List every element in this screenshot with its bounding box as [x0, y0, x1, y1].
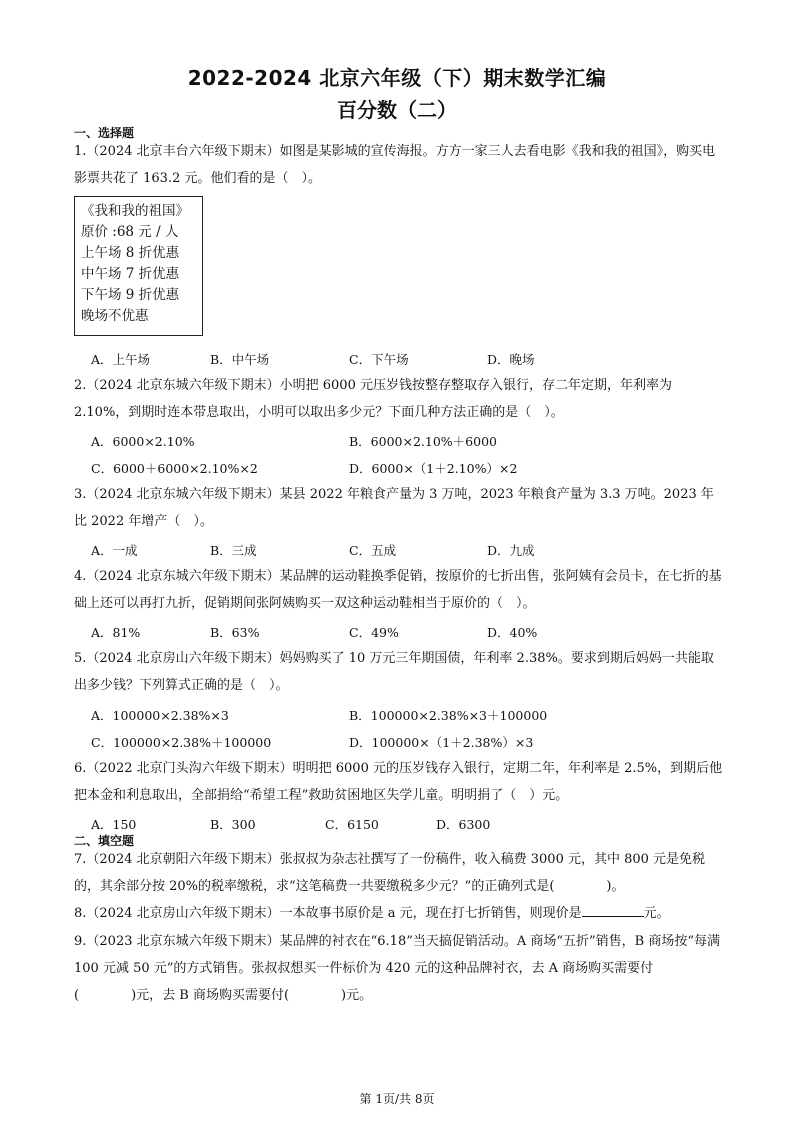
question-9-text: 9.（2023 北京东城六年级下期末）某品牌的衬衣在“6.18”当天搞促销活动。A 商场“五折”销售，B 商场按“每满 100 元减 50 元”的方式销售。张叔叔想买一件标价为 420 元的这种品牌衬衣，去 A 商场购买需要付 — [74, 934, 721, 976]
option-d[interactable]: D．40% — [487, 625, 538, 640]
option-a[interactable]: A．上午场 — [91, 352, 151, 367]
movie-poster-box — [74, 196, 203, 336]
option-c[interactable]: C．6150 — [325, 817, 379, 832]
poster-line: 上午场 8 折优惠 — [81, 245, 180, 261]
section-choice-heading: 一、选择题 — [74, 126, 135, 140]
poster-line: 《我和我的祖国》 — [81, 203, 189, 219]
page-title: 2022-2024 北京六年级（下）期末数学汇编 — [187, 66, 607, 90]
poster-line: 下午场 9 折优惠 — [81, 287, 180, 303]
question-8-text: 8.（2024 北京房山六年级下期末）一本故事书原价是 a 元，现在打七折销售，则现价是 — [74, 906, 582, 921]
option-b[interactable]: B．6000×2.10%＋6000 — [349, 434, 497, 449]
question-8-end: 元。 — [643, 906, 670, 921]
option-a[interactable]: A．6000×2.10% — [91, 434, 195, 449]
option-c[interactable]: C．49% — [349, 625, 399, 640]
option-a[interactable]: A．150 — [91, 817, 137, 832]
option-d[interactable]: D．晚场 — [487, 352, 535, 367]
option-a[interactable]: A．一成 — [91, 543, 138, 558]
question-7-text: 7.（2024 北京朝阳六年级下期末）张叔叔为杂志社撰写了一份稿件，收入稿费 3000 元，其中 800 元是免税的，其余部分按 20%的税率缴税，求“这笔稿费一共要缴税多少元？”的正确列式是( — [74, 852, 706, 894]
option-d[interactable]: D．九成 — [487, 543, 535, 558]
question-4: 4.（2024 北京东城六年级下期末）某品牌的运动鞋换季促销，按原价的七折出售，张阿姨有会员卡，在七折的基础上还可以再打九折，促销期间张阿姨购买一双这种运动鞋相当于原价的（ ）。 — [74, 569, 722, 611]
question-9-part2: ( — [74, 988, 80, 1003]
question-1: 1.（2024 北京丰台六年级下期末）如图是某影城的宣传海报。方方一家三人去看电影《我和我的祖国》，购买电影票共花了 163.2 元。他们看的是（ ）。 — [74, 144, 716, 186]
option-c[interactable]: C．6000＋6000×2.10%×2 — [91, 461, 258, 476]
question-3: 3.（2024 北京东城六年级下期末）某县 2022 年粮食产量为 3 万吨，2023 年粮食产量为 3.3 万吨。2023 年比 2022 年增产（ ）。 — [74, 487, 714, 529]
option-a[interactable]: A．100000×2.38%×3 — [91, 708, 229, 723]
option-a[interactable]: A．81% — [91, 625, 141, 640]
answer-blank[interactable] — [582, 904, 644, 917]
page-subtitle: 百分数（二） — [337, 98, 457, 122]
question-9-end: )元。 — [341, 988, 373, 1003]
option-b[interactable]: B．300 — [210, 817, 256, 832]
poster-line: 原价 :68 元 / 人 — [81, 224, 179, 240]
option-d[interactable]: D．100000×（1＋2.38%）×3 — [349, 735, 534, 750]
section-fill-heading: 二、填空题 — [74, 834, 135, 848]
question-7-end: )。 — [606, 879, 625, 894]
question-9-part3: )元，去 B 商场购买需要付( — [131, 988, 290, 1003]
poster-line: 晚场不优惠 — [81, 308, 149, 324]
option-b[interactable]: B．100000×2.38%×3＋100000 — [349, 708, 548, 723]
option-b[interactable]: B．63% — [210, 625, 260, 640]
question-6: 6.（2022 北京门头沟六年级下期末）明明把 6000 元的压岁钱存入银行，定期二年，年利率是 2.5%，到期后他把本金和利息取出，全部捐给“希望工程”救助贫困地区失学儿童。明明捐了（ ）元。 — [74, 761, 723, 803]
option-b[interactable]: B．中午场 — [210, 352, 270, 367]
option-d[interactable]: D．6000×（1＋2.10%）×2 — [349, 461, 518, 476]
question-2: 2.（2024 北京东城六年级下期末）小明把 6000 元压岁钱按整存整取存入银行，存二年定期，年利率为 2.10%，到期时连本带息取出，小明可以取出多少元？下面几种方法正确的是（ ）。 — [74, 378, 672, 420]
question-5: 5.（2024 北京房山六年级下期末）妈妈购买了 10 万元三年期国债，年利率 2.38%。要求到期后妈妈一共能取出多少钱？下列算式正确的是（ ）。 — [74, 651, 714, 693]
option-c[interactable]: C．五成 — [349, 543, 397, 558]
question-7 — [74, 846, 724, 900]
poster-line: 中午场 7 折优惠 — [81, 266, 180, 282]
question-8 — [74, 900, 724, 927]
option-c[interactable]: C．100000×2.38%＋100000 — [91, 735, 272, 750]
question-9 — [74, 928, 724, 1009]
option-b[interactable]: B．三成 — [210, 543, 257, 558]
page-footer: 第 1页/共 8页 — [359, 1092, 435, 1106]
option-c[interactable]: C．下午场 — [349, 352, 409, 367]
option-d[interactable]: D．6300 — [436, 817, 491, 832]
